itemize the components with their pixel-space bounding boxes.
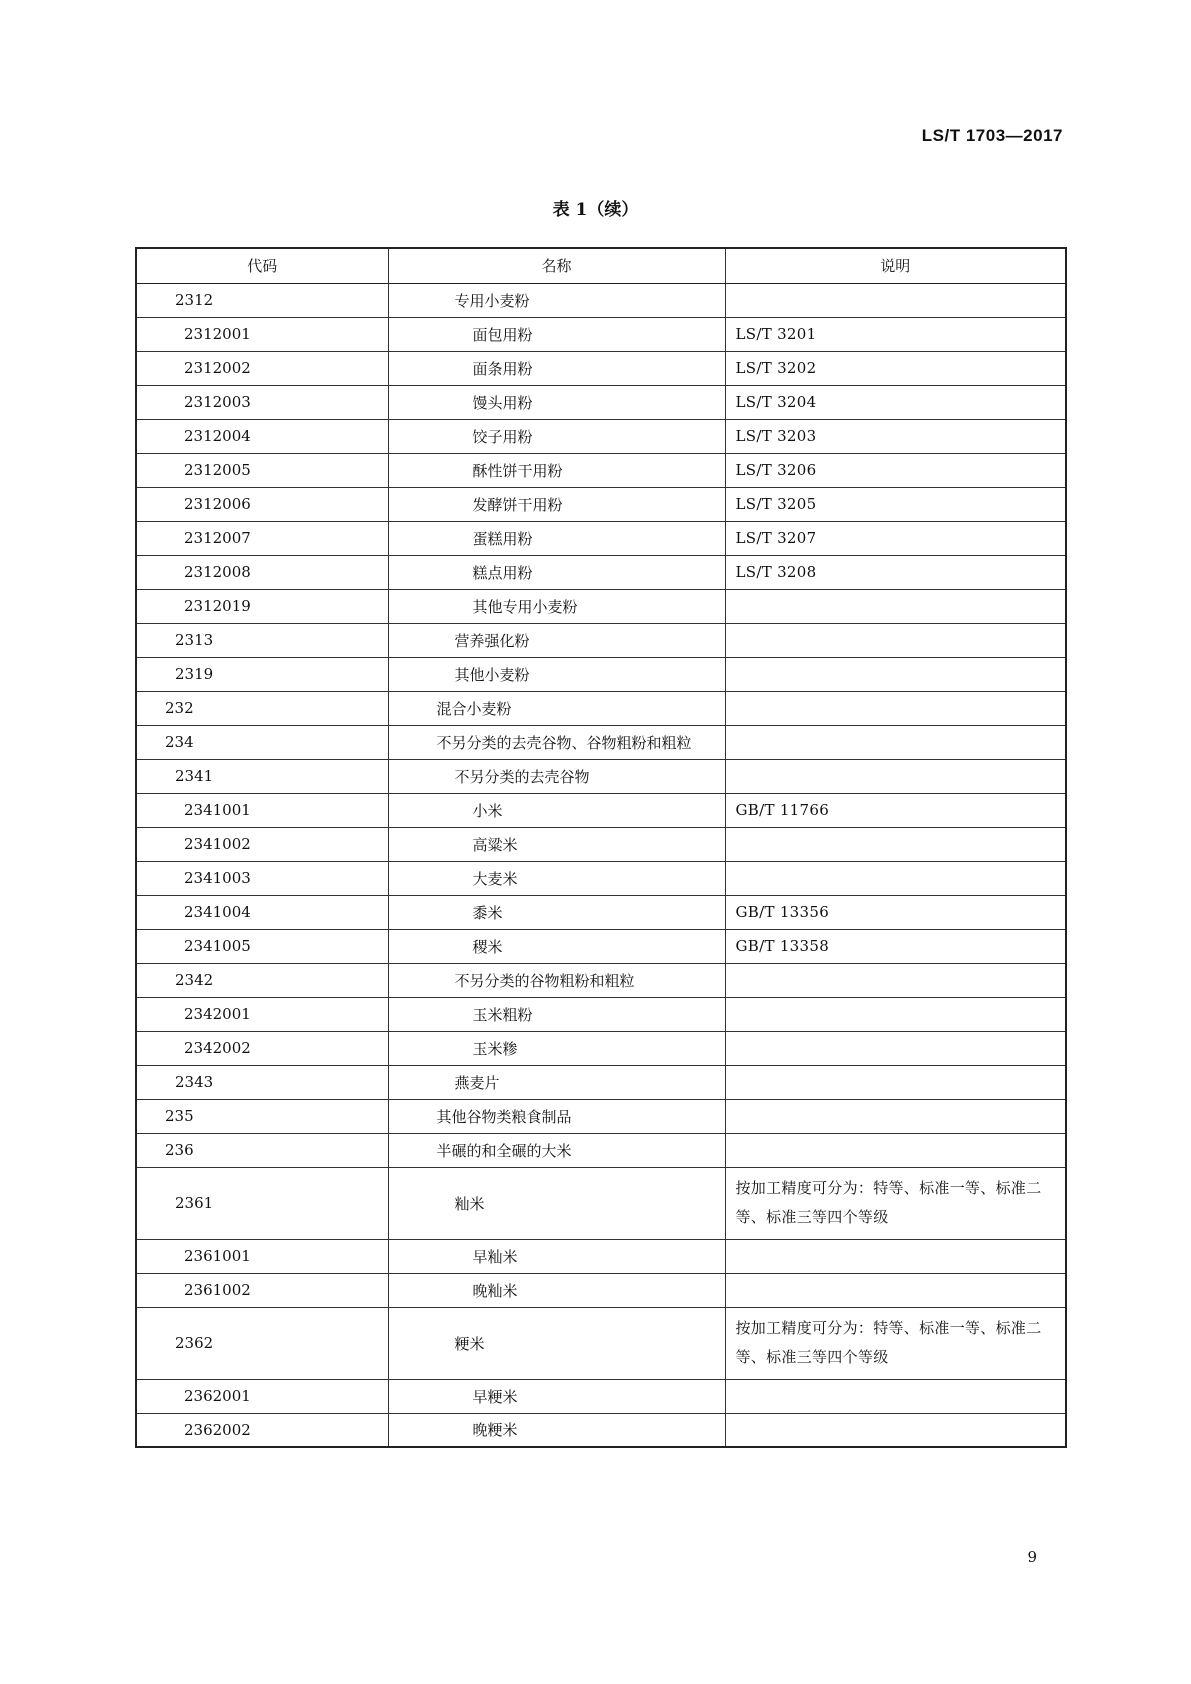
table-row	[136, 589, 1066, 623]
standard-number: LS/T 1703—2017	[921, 126, 1063, 145]
cell-code: 2341003	[136, 861, 388, 895]
table-row	[136, 623, 1066, 657]
cell-note	[725, 623, 1066, 657]
cell-code: 234	[136, 725, 388, 759]
cell-name: 不另分类的去壳谷物、谷物粗粉和粗粒	[388, 725, 725, 759]
cell-name: 面包用粉	[388, 317, 725, 351]
table-row	[136, 351, 1066, 385]
cell-code: 2342002	[136, 1031, 388, 1065]
table-row	[136, 929, 1066, 963]
cell-name: 不另分类的去壳谷物	[388, 759, 725, 793]
cell-code: 2319	[136, 657, 388, 691]
cell-note: GB/T 13356	[725, 895, 1066, 929]
table-row	[136, 997, 1066, 1031]
cell-code: 2343	[136, 1065, 388, 1099]
table-row	[136, 419, 1066, 453]
cell-note: LS/T 3204	[725, 385, 1066, 419]
cell-note	[725, 589, 1066, 623]
cell-note: GB/T 13358	[725, 929, 1066, 963]
table-row	[136, 385, 1066, 419]
table-header-row	[136, 248, 1066, 283]
cell-code: 2312006	[136, 487, 388, 521]
cell-note: 按加工精度可分为：特等、标准一等、标准二等、标准三等四个等级	[725, 1307, 1066, 1379]
cell-note	[725, 1379, 1066, 1413]
cell-name: 营养强化粉	[388, 623, 725, 657]
cell-name: 面条用粉	[388, 351, 725, 385]
table-row	[136, 283, 1066, 317]
cell-code: 2361001	[136, 1239, 388, 1273]
cell-name: 其他谷物类粮食制品	[388, 1099, 725, 1133]
cell-code: 2341004	[136, 895, 388, 929]
cell-code: 2341005	[136, 929, 388, 963]
table-row	[136, 861, 1066, 895]
table-row	[136, 1031, 1066, 1065]
table-row	[136, 1239, 1066, 1273]
cell-name: 早籼米	[388, 1239, 725, 1273]
cell-note	[725, 759, 1066, 793]
cell-name: 晚籼米	[388, 1273, 725, 1307]
cell-code: 2312019	[136, 589, 388, 623]
cell-note: LS/T 3203	[725, 419, 1066, 453]
cell-code: 2361	[136, 1167, 388, 1239]
table-row	[136, 793, 1066, 827]
cell-note	[725, 997, 1066, 1031]
table-row	[136, 1065, 1066, 1099]
cell-name: 玉米糁	[388, 1031, 725, 1065]
column-header-note: 说明	[725, 248, 1066, 283]
cell-code: 232	[136, 691, 388, 725]
table-row	[136, 1273, 1066, 1307]
cell-name: 晚粳米	[388, 1413, 725, 1447]
cell-note	[725, 1099, 1066, 1133]
cell-code: 2312	[136, 283, 388, 317]
cell-code: 2312005	[136, 453, 388, 487]
classification-table	[135, 247, 1067, 1448]
cell-code: 2362001	[136, 1379, 388, 1413]
table-row	[136, 963, 1066, 997]
cell-note: GB/T 11766	[725, 793, 1066, 827]
cell-note	[725, 1031, 1066, 1065]
cell-note	[725, 827, 1066, 861]
cell-name: 专用小麦粉	[388, 283, 725, 317]
cell-code: 2341002	[136, 827, 388, 861]
cell-code: 2362	[136, 1307, 388, 1379]
cell-name: 早粳米	[388, 1379, 725, 1413]
cell-note	[725, 1413, 1066, 1447]
cell-name: 玉米粗粉	[388, 997, 725, 1031]
cell-note	[725, 1133, 1066, 1167]
cell-note	[725, 691, 1066, 725]
cell-code: 2312001	[136, 317, 388, 351]
cell-name: 糕点用粉	[388, 555, 725, 589]
cell-code: 235	[136, 1099, 388, 1133]
table-row	[136, 657, 1066, 691]
cell-code: 2361002	[136, 1273, 388, 1307]
table-row	[136, 487, 1066, 521]
cell-note: LS/T 3202	[725, 351, 1066, 385]
table-row	[136, 827, 1066, 861]
cell-name: 其他专用小麦粉	[388, 589, 725, 623]
cell-name: 小米	[388, 793, 725, 827]
table-row	[136, 453, 1066, 487]
column-header-code: 代码	[136, 248, 388, 283]
cell-code: 2342001	[136, 997, 388, 1031]
cell-note: LS/T 3206	[725, 453, 1066, 487]
cell-note	[725, 657, 1066, 691]
table-row	[136, 759, 1066, 793]
cell-name: 不另分类的谷物粗粉和粗粒	[388, 963, 725, 997]
table-row	[136, 1099, 1066, 1133]
cell-note	[725, 1065, 1066, 1099]
table-row	[136, 1307, 1066, 1379]
cell-note	[725, 963, 1066, 997]
cell-note: LS/T 3201	[725, 317, 1066, 351]
table-body	[136, 283, 1066, 1447]
table-row	[136, 555, 1066, 589]
cell-code: 2312002	[136, 351, 388, 385]
cell-note	[725, 1239, 1066, 1273]
table-row	[136, 1413, 1066, 1447]
cell-code: 2312007	[136, 521, 388, 555]
cell-name: 混合小麦粉	[388, 691, 725, 725]
cell-code: 2362002	[136, 1413, 388, 1447]
cell-name: 蛋糕用粉	[388, 521, 725, 555]
cell-name: 饺子用粉	[388, 419, 725, 453]
cell-code: 2341001	[136, 793, 388, 827]
cell-code: 2312004	[136, 419, 388, 453]
table-title: 表 1（续）	[552, 200, 639, 220]
cell-code: 2312008	[136, 555, 388, 589]
table-row	[136, 1133, 1066, 1167]
cell-note: LS/T 3207	[725, 521, 1066, 555]
cell-note	[725, 283, 1066, 317]
table-row	[136, 521, 1066, 555]
cell-name: 稷米	[388, 929, 725, 963]
cell-note	[725, 1273, 1066, 1307]
cell-name: 半碾的和全碾的大米	[388, 1133, 725, 1167]
cell-note: 按加工精度可分为：特等、标准一等、标准二等、标准三等四个等级	[725, 1167, 1066, 1239]
cell-name: 酥性饼干用粉	[388, 453, 725, 487]
table-row	[136, 317, 1066, 351]
cell-note: LS/T 3208	[725, 555, 1066, 589]
cell-code: 2312003	[136, 385, 388, 419]
column-header-name: 名称	[388, 248, 725, 283]
table-row	[136, 1379, 1066, 1413]
cell-name: 燕麦片	[388, 1065, 725, 1099]
cell-name: 粳米	[388, 1307, 725, 1379]
cell-name: 发酵饼干用粉	[388, 487, 725, 521]
table-row	[136, 691, 1066, 725]
cell-name: 黍米	[388, 895, 725, 929]
cell-name: 馒头用粉	[388, 385, 725, 419]
cell-name: 大麦米	[388, 861, 725, 895]
cell-code: 2342	[136, 963, 388, 997]
cell-note: LS/T 3205	[725, 487, 1066, 521]
cell-name: 高粱米	[388, 827, 725, 861]
page-number: 9	[1027, 1548, 1037, 1566]
table-row	[136, 725, 1066, 759]
cell-code: 2313	[136, 623, 388, 657]
cell-note	[725, 861, 1066, 895]
cell-code: 2341	[136, 759, 388, 793]
cell-note	[725, 725, 1066, 759]
cell-name: 籼米	[388, 1167, 725, 1239]
table-row	[136, 1167, 1066, 1239]
cell-name: 其他小麦粉	[388, 657, 725, 691]
table-row	[136, 895, 1066, 929]
cell-code: 236	[136, 1133, 388, 1167]
